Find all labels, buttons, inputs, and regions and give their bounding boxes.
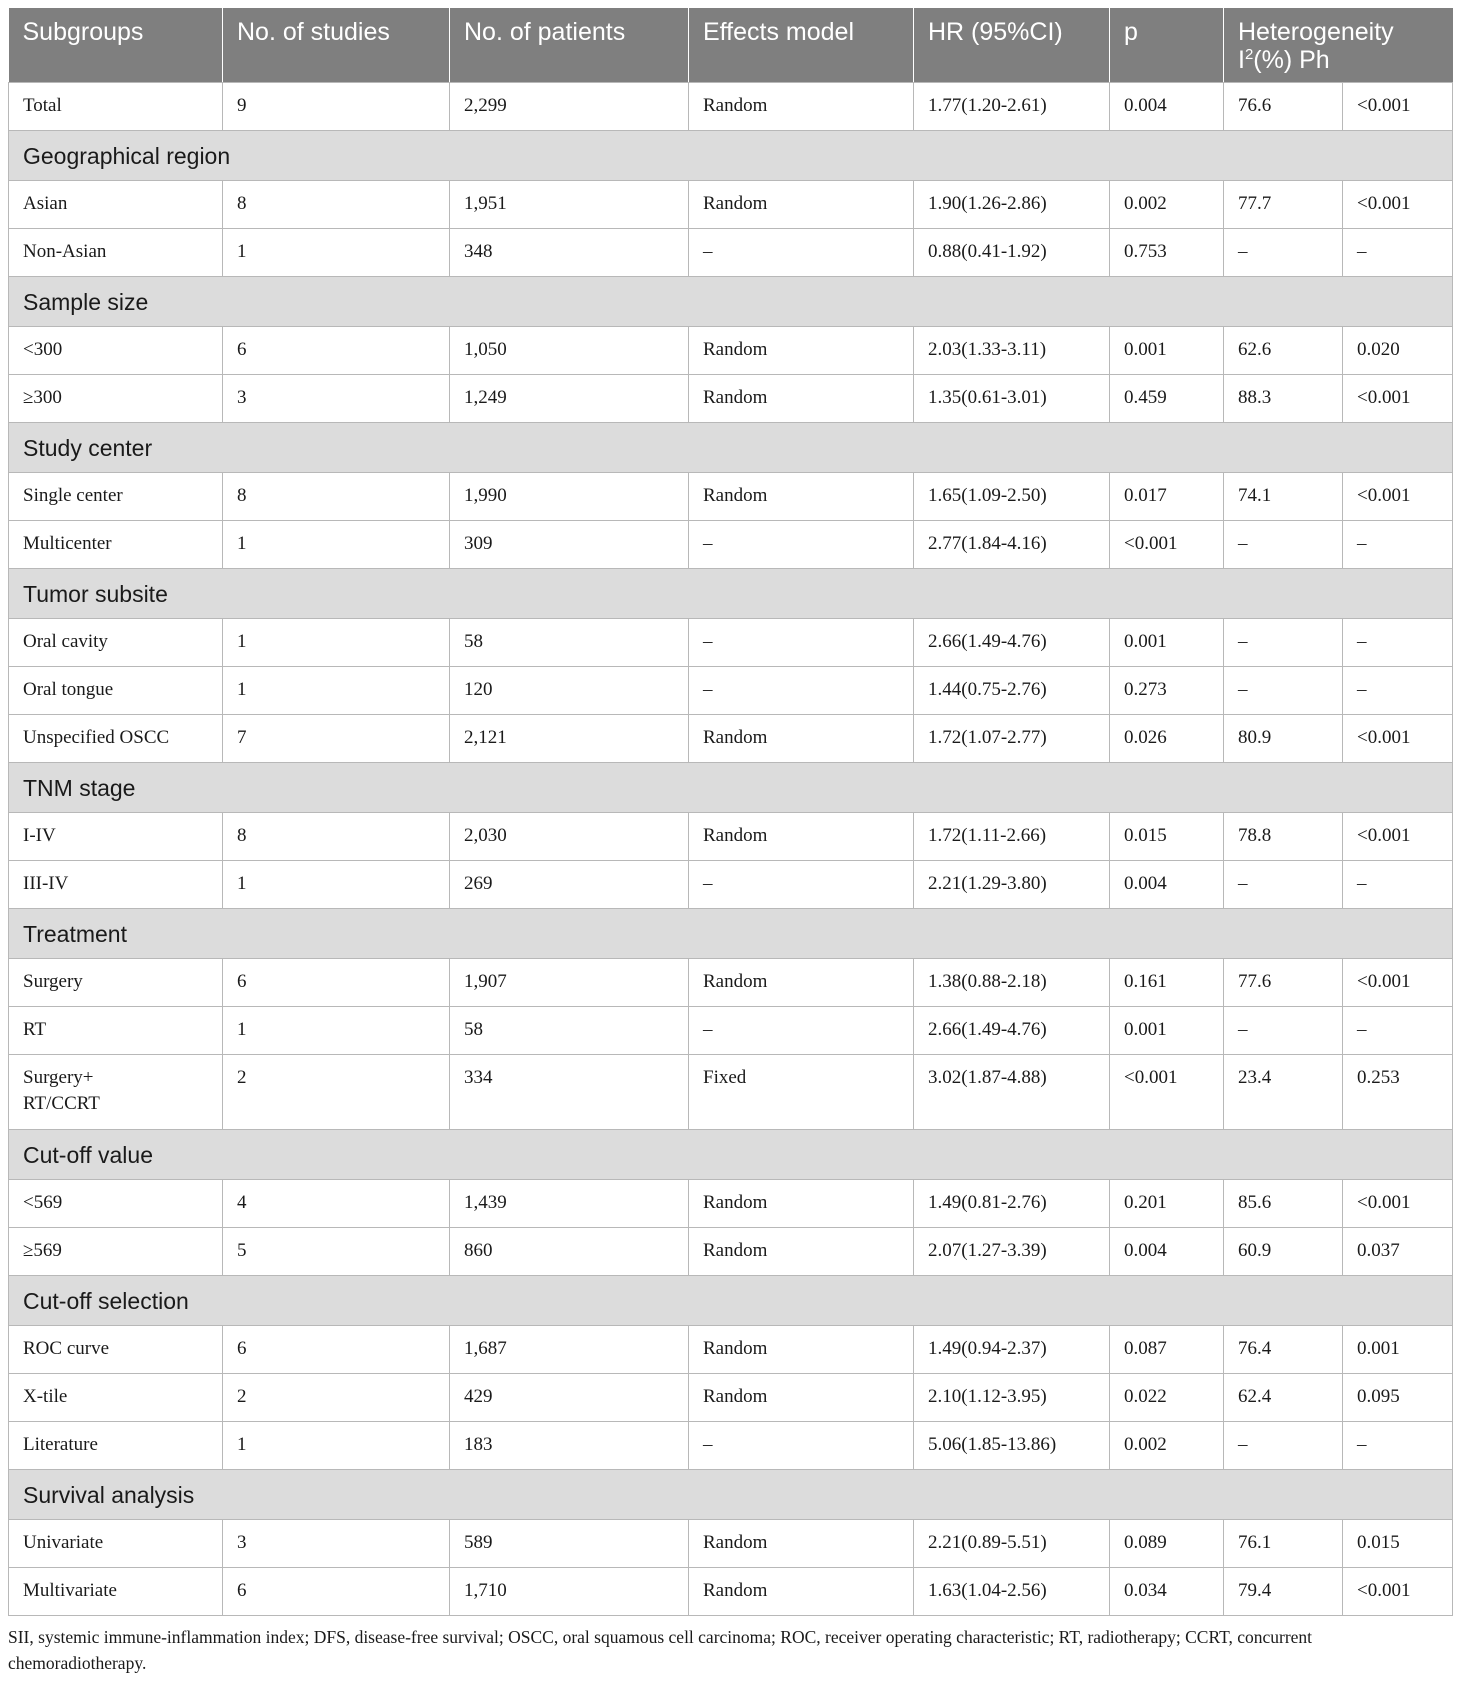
cell-ph: – <box>1343 1422 1453 1470</box>
cell-hr: 1.77(1.20-2.61) <box>914 83 1110 131</box>
cell-hr: 1.90(1.26-2.86) <box>914 181 1110 229</box>
cell-ph: 0.095 <box>1343 1374 1453 1422</box>
cell-p: 0.273 <box>1110 667 1224 715</box>
group-title: Tumor subsite <box>9 569 1453 619</box>
table-row <box>9 521 1453 569</box>
cell-studies: 1 <box>223 229 450 277</box>
cell-studies: 6 <box>223 959 450 1007</box>
table-row <box>9 715 1453 763</box>
header-row <box>9 8 1453 83</box>
cell-p: 0.017 <box>1110 473 1224 521</box>
cell-subgroup: Multivariate <box>9 1568 223 1616</box>
cell-hr: 1.72(1.07-2.77) <box>914 715 1110 763</box>
table-footnote: SII, systemic immune-inflammation index; DFS, disease-free survival; OSCC, oral squamous cell carcinoma; ROC, receiver operating characteristic; RT, radiotherapy; CCRT, concurrent chemoradiotherapy. <box>8 1627 1313 1673</box>
cell-i2: 80.9 <box>1224 715 1343 763</box>
table-row <box>9 375 1453 423</box>
table-row <box>9 181 1453 229</box>
cell-studies: 1 <box>223 667 450 715</box>
cell-studies: 2 <box>223 1055 450 1130</box>
cell-effects-model: Random <box>689 375 914 423</box>
cell-subgroup: Non-Asian <box>9 229 223 277</box>
cell-ph: <0.001 <box>1343 1568 1453 1616</box>
cell-subgroup: Oral tongue <box>9 667 223 715</box>
cell-p: 0.753 <box>1110 229 1224 277</box>
cell-ph: 0.015 <box>1343 1520 1453 1568</box>
cell-patients: 269 <box>450 861 689 909</box>
cell-ph: – <box>1343 1007 1453 1055</box>
cell-i2: 76.1 <box>1224 1520 1343 1568</box>
cell-hr: 2.66(1.49-4.76) <box>914 1007 1110 1055</box>
cell-i2: – <box>1224 1007 1343 1055</box>
group-header-row <box>9 569 1453 619</box>
cell-hr: 2.07(1.27-3.39) <box>914 1228 1110 1276</box>
cell-studies: 4 <box>223 1180 450 1228</box>
cell-p: 0.201 <box>1110 1180 1224 1228</box>
header-hr: HR (95%CI) <box>914 8 1110 83</box>
cell-patients: 1,050 <box>450 327 689 375</box>
cell-effects-model: – <box>689 229 914 277</box>
cell-studies: 7 <box>223 715 450 763</box>
cell-patients: 589 <box>450 1520 689 1568</box>
cell-patients: 2,299 <box>450 83 689 131</box>
cell-patients: 1,951 <box>450 181 689 229</box>
table-row <box>9 619 1453 667</box>
cell-subgroup: Asian <box>9 181 223 229</box>
cell-p: 0.001 <box>1110 619 1224 667</box>
cell-p: 0.015 <box>1110 813 1224 861</box>
cell-ph: – <box>1343 619 1453 667</box>
header-het-i: I <box>1238 46 1245 74</box>
header-heterogeneity <box>1224 8 1453 83</box>
cell-i2: 23.4 <box>1224 1055 1343 1130</box>
cell-i2: 77.7 <box>1224 181 1343 229</box>
cell-p: 0.459 <box>1110 375 1224 423</box>
group-title: Cut-off selection <box>9 1276 1453 1326</box>
header-subgroups: Subgroups <box>9 8 223 83</box>
cell-subgroup: ≥300 <box>9 375 223 423</box>
cell-effects-model: Random <box>689 1520 914 1568</box>
cell-hr: 2.21(1.29-3.80) <box>914 861 1110 909</box>
cell-patients: 1,710 <box>450 1568 689 1616</box>
cell-studies: 1 <box>223 619 450 667</box>
header-het-sup: 2 <box>1244 46 1254 63</box>
table-row <box>9 1007 1453 1055</box>
header-p: p <box>1110 8 1224 83</box>
cell-ph: 0.037 <box>1343 1228 1453 1276</box>
cell-hr: 1.49(0.94-2.37) <box>914 1326 1110 1374</box>
cell-studies: 1 <box>223 861 450 909</box>
cell-hr: 1.35(0.61-3.01) <box>914 375 1110 423</box>
cell-effects-model: – <box>689 1422 914 1470</box>
cell-patients: 183 <box>450 1422 689 1470</box>
cell-subgroup: RT <box>9 1007 223 1055</box>
subgroup-analysis-table <box>8 8 1453 1616</box>
cell-subgroup: Multicenter <box>9 521 223 569</box>
cell-patients: 2,121 <box>450 715 689 763</box>
cell-i2: 74.1 <box>1224 473 1343 521</box>
cell-subgroup: Single center <box>9 473 223 521</box>
cell-hr: 2.03(1.33-3.11) <box>914 327 1110 375</box>
group-header-row <box>9 1276 1453 1326</box>
cell-ph: – <box>1343 667 1453 715</box>
table-row <box>9 1055 1453 1130</box>
cell-studies: 6 <box>223 1326 450 1374</box>
group-header-row <box>9 423 1453 473</box>
cell-hr: 2.66(1.49-4.76) <box>914 619 1110 667</box>
table-row <box>9 1422 1453 1470</box>
table-container <box>8 8 1452 1676</box>
cell-subgroup: ≥569 <box>9 1228 223 1276</box>
group-title: Sample size <box>9 277 1453 327</box>
cell-patients: 309 <box>450 521 689 569</box>
cell-subgroup: Oral cavity <box>9 619 223 667</box>
cell-subgroup: <300 <box>9 327 223 375</box>
table-row <box>9 473 1453 521</box>
cell-i2: – <box>1224 619 1343 667</box>
cell-effects-model: Random <box>689 1326 914 1374</box>
cell-p: 0.089 <box>1110 1520 1224 1568</box>
cell-i2: 77.6 <box>1224 959 1343 1007</box>
cell-ph: – <box>1343 521 1453 569</box>
cell-effects-model: Random <box>689 83 914 131</box>
cell-p: 0.001 <box>1110 327 1224 375</box>
cell-p: <0.001 <box>1110 1055 1224 1130</box>
cell-effects-model: Random <box>689 813 914 861</box>
cell-p: <0.001 <box>1110 521 1224 569</box>
cell-p: 0.002 <box>1110 1422 1224 1470</box>
cell-effects-model: – <box>689 619 914 667</box>
cell-patients: 348 <box>450 229 689 277</box>
cell-ph: <0.001 <box>1343 715 1453 763</box>
cell-i2: – <box>1224 229 1343 277</box>
cell-hr: 2.10(1.12-3.95) <box>914 1374 1110 1422</box>
cell-p: 0.161 <box>1110 959 1224 1007</box>
cell-hr: 1.38(0.88-2.18) <box>914 959 1110 1007</box>
cell-ph: 0.253 <box>1343 1055 1453 1130</box>
cell-p: 0.004 <box>1110 861 1224 909</box>
cell-ph: 0.020 <box>1343 327 1453 375</box>
cell-i2: 60.9 <box>1224 1228 1343 1276</box>
cell-effects-model: – <box>689 667 914 715</box>
header-patients: No. of patients <box>450 8 689 83</box>
group-header-row <box>9 909 1453 959</box>
cell-p: 0.087 <box>1110 1326 1224 1374</box>
cell-ph: – <box>1343 229 1453 277</box>
group-title: Study center <box>9 423 1453 473</box>
cell-p: 0.001 <box>1110 1007 1224 1055</box>
cell-hr: 3.02(1.87-4.88) <box>914 1055 1110 1130</box>
group-header-row <box>9 277 1453 327</box>
cell-patients: 1,439 <box>450 1180 689 1228</box>
cell-effects-model: – <box>689 521 914 569</box>
cell-patients: 334 <box>450 1055 689 1130</box>
cell-patients: 120 <box>450 667 689 715</box>
table-row <box>9 1180 1453 1228</box>
cell-ph: <0.001 <box>1343 83 1453 131</box>
cell-studies: 2 <box>223 1374 450 1422</box>
cell-patients: 58 <box>450 619 689 667</box>
cell-subgroup: Literature <box>9 1422 223 1470</box>
cell-patients: 1,907 <box>450 959 689 1007</box>
cell-studies: 1 <box>223 521 450 569</box>
cell-effects-model: Random <box>689 181 914 229</box>
cell-subgroup: Surgery <box>9 959 223 1007</box>
cell-ph: <0.001 <box>1343 375 1453 423</box>
total-row <box>9 83 1453 131</box>
cell-studies: 8 <box>223 473 450 521</box>
cell-studies: 1 <box>223 1422 450 1470</box>
cell-p: 0.022 <box>1110 1374 1224 1422</box>
cell-studies: 1 <box>223 1007 450 1055</box>
table-body <box>9 83 1453 1616</box>
cell-patients: 1,990 <box>450 473 689 521</box>
group-header-row <box>9 1470 1453 1520</box>
table-row <box>9 1374 1453 1422</box>
cell-patients: 1,687 <box>450 1326 689 1374</box>
cell-effects-model: Random <box>689 327 914 375</box>
cell-hr: 2.21(0.89-5.51) <box>914 1520 1110 1568</box>
table-row <box>9 667 1453 715</box>
cell-i2: 85.6 <box>1224 1180 1343 1228</box>
cell-i2: 76.4 <box>1224 1326 1343 1374</box>
cell-effects-model: Random <box>689 1568 914 1616</box>
cell-patients: 2,030 <box>450 813 689 861</box>
table-row <box>9 327 1453 375</box>
cell-hr: 0.88(0.41-1.92) <box>914 229 1110 277</box>
cell-ph: <0.001 <box>1343 181 1453 229</box>
group-header-row <box>9 763 1453 813</box>
cell-hr: 5.06(1.85-13.86) <box>914 1422 1110 1470</box>
cell-hr: 1.49(0.81-2.76) <box>914 1180 1110 1228</box>
cell-hr: 2.77(1.84-4.16) <box>914 521 1110 569</box>
cell-studies: 9 <box>223 83 450 131</box>
cell-i2: 76.6 <box>1224 83 1343 131</box>
table-row <box>9 959 1453 1007</box>
cell-i2: – <box>1224 861 1343 909</box>
table-row <box>9 1520 1453 1568</box>
group-title: Survival analysis <box>9 1470 1453 1520</box>
cell-i2: 62.4 <box>1224 1374 1343 1422</box>
cell-hr: 1.72(1.11-2.66) <box>914 813 1110 861</box>
cell-hr: 1.65(1.09-2.50) <box>914 473 1110 521</box>
table-row <box>9 1326 1453 1374</box>
cell-ph: 0.001 <box>1343 1326 1453 1374</box>
cell-studies: 3 <box>223 375 450 423</box>
cell-effects-model: – <box>689 1007 914 1055</box>
cell-effects-model: – <box>689 861 914 909</box>
cell-subgroup: <569 <box>9 1180 223 1228</box>
cell-p: 0.002 <box>1110 181 1224 229</box>
cell-subgroup: ROC curve <box>9 1326 223 1374</box>
table-row <box>9 1228 1453 1276</box>
table-row <box>9 861 1453 909</box>
cell-studies: 8 <box>223 813 450 861</box>
group-title: Geographical region <box>9 131 1453 181</box>
table-row <box>9 229 1453 277</box>
cell-subgroup: Unspecified OSCC <box>9 715 223 763</box>
cell-i2: 62.6 <box>1224 327 1343 375</box>
table-row <box>9 1568 1453 1616</box>
table-row <box>9 813 1453 861</box>
header-studies: No. of studies <box>223 8 450 83</box>
group-title: Cut-off value <box>9 1130 1453 1180</box>
cell-effects-model: Random <box>689 1228 914 1276</box>
cell-studies: 6 <box>223 1568 450 1616</box>
cell-i2: 88.3 <box>1224 375 1343 423</box>
cell-studies: 3 <box>223 1520 450 1568</box>
header-effects-model: Effects model <box>689 8 914 83</box>
cell-i2: 79.4 <box>1224 1568 1343 1616</box>
cell-hr: 1.44(0.75-2.76) <box>914 667 1110 715</box>
cell-patients: 429 <box>450 1374 689 1422</box>
cell-i2: – <box>1224 667 1343 715</box>
cell-subgroup: Total <box>9 83 223 131</box>
cell-i2: – <box>1224 1422 1343 1470</box>
cell-effects-model: Random <box>689 1180 914 1228</box>
cell-patients: 860 <box>450 1228 689 1276</box>
cell-subgroup: I-IV <box>9 813 223 861</box>
group-header-row <box>9 1130 1453 1180</box>
cell-subgroup: Surgery+ RT/CCRT <box>9 1055 223 1130</box>
cell-effects-model: Random <box>689 1374 914 1422</box>
header-het-suffix: (%) Ph <box>1253 46 1330 74</box>
group-title: Treatment <box>9 909 1453 959</box>
cell-subgroup: X-tile <box>9 1374 223 1422</box>
group-title: TNM stage <box>9 763 1453 813</box>
header-het-prefix: Heterogeneity <box>1238 18 1394 46</box>
cell-i2: 78.8 <box>1224 813 1343 861</box>
cell-ph: <0.001 <box>1343 813 1453 861</box>
cell-p: 0.004 <box>1110 83 1224 131</box>
cell-subgroup: III-IV <box>9 861 223 909</box>
cell-ph: <0.001 <box>1343 473 1453 521</box>
cell-effects-model: Random <box>689 715 914 763</box>
cell-studies: 8 <box>223 181 450 229</box>
cell-hr: 1.63(1.04-2.56) <box>914 1568 1110 1616</box>
cell-p: 0.034 <box>1110 1568 1224 1616</box>
group-header-row <box>9 131 1453 181</box>
cell-patients: 1,249 <box>450 375 689 423</box>
cell-ph: <0.001 <box>1343 1180 1453 1228</box>
cell-i2: – <box>1224 521 1343 569</box>
cell-studies: 5 <box>223 1228 450 1276</box>
cell-effects-model: Random <box>689 473 914 521</box>
cell-effects-model: Random <box>689 959 914 1007</box>
cell-effects-model: Fixed <box>689 1055 914 1130</box>
cell-studies: 6 <box>223 327 450 375</box>
cell-p: 0.026 <box>1110 715 1224 763</box>
cell-subgroup: Univariate <box>9 1520 223 1568</box>
cell-patients: 58 <box>450 1007 689 1055</box>
cell-ph: – <box>1343 861 1453 909</box>
cell-ph: <0.001 <box>1343 959 1453 1007</box>
cell-p: 0.004 <box>1110 1228 1224 1276</box>
